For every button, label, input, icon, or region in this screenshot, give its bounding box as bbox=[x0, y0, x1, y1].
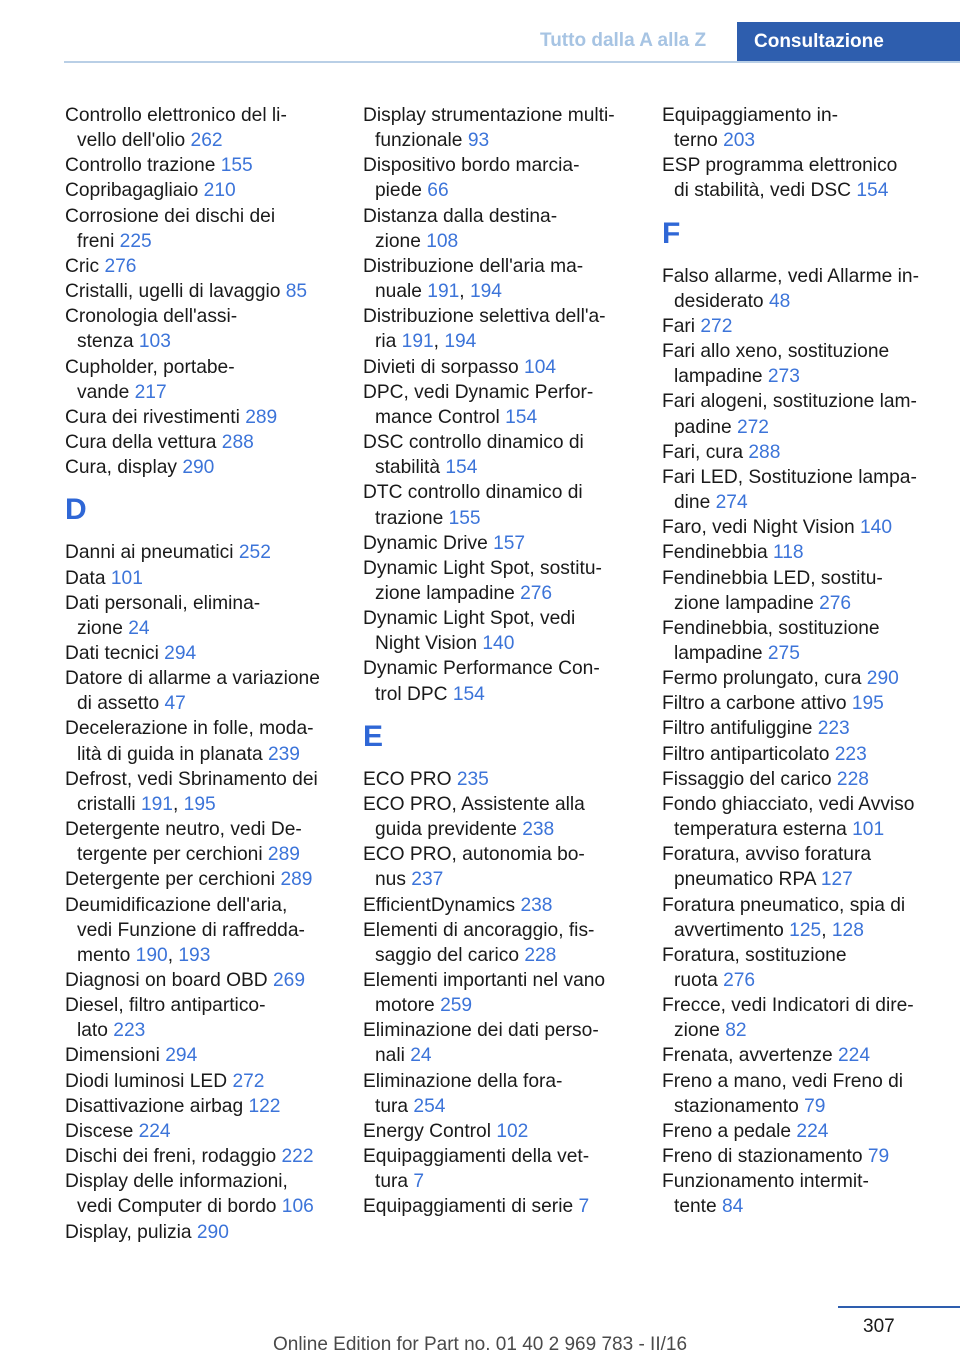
index-term: Eliminazione dei dati perso- nali bbox=[363, 1020, 599, 1067]
index-term: Filtro antifuliggine bbox=[662, 718, 818, 740]
index-entry bbox=[662, 691, 930, 716]
index-entry bbox=[363, 792, 633, 842]
index-term: Eliminazione della fora- tura bbox=[363, 1070, 563, 1117]
index-term: Dispositivo bordo marcia- piede bbox=[363, 155, 580, 202]
page-ref-link[interactable]: 127 bbox=[820, 869, 853, 891]
index-entry bbox=[662, 993, 930, 1043]
index-entry bbox=[662, 893, 930, 943]
page-ref-link[interactable]: 7 bbox=[413, 1171, 425, 1193]
page-ref-link[interactable]: 238 bbox=[522, 819, 555, 841]
index-term: Distanza dalla destina- zione bbox=[363, 205, 558, 252]
index-entry bbox=[65, 716, 335, 766]
index-entry bbox=[662, 842, 930, 892]
index-term: Display, pulizia bbox=[65, 1221, 197, 1243]
index-term: Filtro antiparticolato bbox=[662, 743, 835, 765]
page-ref-link[interactable]: 222 bbox=[281, 1146, 314, 1168]
index-entry bbox=[65, 103, 335, 153]
index-entry bbox=[363, 1119, 633, 1144]
index-entry bbox=[65, 1069, 335, 1094]
page-ref-link[interactable]: 262 bbox=[190, 130, 223, 152]
index-column-3 bbox=[662, 103, 930, 1220]
page-ref-link[interactable]: 252 bbox=[238, 542, 271, 564]
page-ref-link[interactable]: 24 bbox=[128, 617, 150, 639]
page-ref-link[interactable]: 289 bbox=[280, 869, 313, 891]
index-term: Decelerazione in folle, moda- lità di guida in planata bbox=[65, 718, 314, 765]
page-ref-link[interactable]: 155 bbox=[448, 507, 481, 529]
index-term: Diodi luminosi LED bbox=[65, 1070, 233, 1092]
index-entry bbox=[363, 103, 633, 153]
index-column-1 bbox=[65, 103, 335, 1245]
index-entry bbox=[363, 304, 633, 354]
page-ref-link[interactable]: 93 bbox=[467, 130, 490, 152]
index-term: Cristalli, ugelli di lavaggio bbox=[65, 281, 286, 303]
index-term: Cric bbox=[65, 255, 105, 277]
index-term: Dischi dei freni, rodaggio bbox=[65, 1146, 282, 1168]
page-ref-link[interactable]: 294 bbox=[165, 1045, 198, 1067]
index-entry bbox=[65, 304, 335, 354]
page-ref-link[interactable]: 276 bbox=[520, 582, 553, 604]
page-ref-link[interactable]: 288 bbox=[221, 432, 254, 454]
index-entry bbox=[363, 153, 633, 203]
page-ref-link[interactable]: 108 bbox=[426, 230, 459, 252]
page-ref-link[interactable]: 191 bbox=[401, 331, 434, 353]
index-term: Copribagagliaio bbox=[65, 180, 204, 202]
index-entry bbox=[662, 767, 930, 792]
index-entry bbox=[65, 204, 335, 254]
index-entry bbox=[662, 264, 930, 314]
page-ref-link[interactable]: 190 bbox=[135, 944, 168, 966]
index-term: ESP programma elettronico di stabilità, vedi DSC bbox=[662, 155, 898, 202]
index-term: Danni ai pneumatici bbox=[65, 542, 239, 564]
index-term: Freno di stazionamento bbox=[662, 1146, 868, 1168]
page-ref-link[interactable]: 48 bbox=[768, 290, 791, 312]
index-entry bbox=[363, 204, 633, 254]
index-entry bbox=[363, 531, 633, 556]
index-entry bbox=[662, 465, 930, 515]
index-entry bbox=[363, 1194, 633, 1219]
header-rule bbox=[64, 61, 960, 63]
index-term: Fermo prolungato, cura bbox=[662, 668, 867, 690]
index-term: Cupholder, portabe- vande bbox=[65, 356, 235, 403]
page-ref-link[interactable]: 191 bbox=[427, 281, 460, 303]
index-term: Detergente neutro, vedi De- tergente per cerchioni bbox=[65, 819, 302, 866]
index-term: Foratura, sostituzione ruota bbox=[662, 944, 847, 991]
index-entry bbox=[65, 540, 335, 565]
index-term: Divieti di sorpasso bbox=[363, 356, 525, 378]
page-ref-link[interactable]: 288 bbox=[748, 441, 781, 463]
index-term: Fari bbox=[662, 315, 701, 337]
index-entry bbox=[65, 455, 335, 480]
index-entry bbox=[363, 480, 633, 530]
page-ref-link[interactable]: 85 bbox=[285, 281, 308, 303]
index-entry bbox=[65, 153, 335, 178]
index-entry bbox=[363, 1018, 633, 1068]
index-entry bbox=[363, 1144, 633, 1194]
page-ref-link[interactable]: 203 bbox=[723, 130, 756, 152]
index-term: Defrost, vedi Sbrinamento dei cristalli bbox=[65, 768, 318, 815]
index-term: Datore di allarme a variazione di assetto bbox=[65, 668, 320, 715]
index-entry bbox=[662, 314, 930, 339]
index-term: Dati personali, elimina- zione bbox=[65, 592, 261, 639]
page-ref-link[interactable]: 276 bbox=[819, 592, 852, 614]
index-term: Dynamic Light Spot, sostitu- zione lampadine bbox=[363, 557, 602, 604]
page-ref-link[interactable]: 24 bbox=[410, 1045, 432, 1067]
index-term: Foratura, avviso foratura pneumatico RPA bbox=[662, 844, 872, 891]
page-ref-separator: , bbox=[433, 331, 445, 353]
index-entry bbox=[65, 591, 335, 641]
page-ref-link[interactable]: 254 bbox=[413, 1095, 446, 1117]
index-term: Filtro a carbone attivo bbox=[662, 693, 852, 715]
page-ref-link[interactable]: 272 bbox=[232, 1070, 265, 1092]
page-ref-link[interactable]: 237 bbox=[411, 869, 444, 891]
index-term: Elementi di ancoraggio, fis- saggio del carico bbox=[363, 919, 595, 966]
page-ref-link[interactable]: 193 bbox=[178, 944, 211, 966]
index-term: Fendinebbia LED, sostitu- zione lampadine bbox=[662, 567, 883, 614]
edition-footer: Online Edition for Part no. 01 40 2 969 783 - II/16 bbox=[272, 1334, 688, 1355]
page-ref-link[interactable]: 79 bbox=[804, 1095, 826, 1117]
index-entry bbox=[363, 767, 633, 792]
page-ref-separator: , bbox=[459, 281, 470, 303]
index-term: Frecce, vedi Indicatori di dire- zione bbox=[662, 995, 914, 1042]
index-term: Foratura pneumatico, spia di avvertimento bbox=[662, 894, 906, 941]
page-number-rule bbox=[838, 1306, 960, 1308]
index-term: Fendinebbia bbox=[662, 542, 773, 564]
page-ref-link[interactable]: 276 bbox=[723, 970, 756, 991]
page-ref-link[interactable]: 102 bbox=[496, 1120, 529, 1142]
page-ref-link[interactable]: 210 bbox=[203, 180, 236, 202]
page-ref-link[interactable]: 217 bbox=[134, 381, 167, 403]
page-ref-link[interactable]: 223 bbox=[113, 1020, 146, 1042]
page-ref-link[interactable]: 223 bbox=[817, 718, 850, 740]
index-term: Fari, cura bbox=[662, 441, 749, 463]
page-ref-link[interactable]: 276 bbox=[104, 255, 137, 277]
index-term: Cura, display bbox=[65, 457, 183, 479]
index-term: Display strumentazione multi- funzionale bbox=[363, 105, 615, 152]
index-term: Fari LED, Sostituzione lampa- dine bbox=[662, 466, 917, 514]
index-term: Corrosione dei dischi dei freni bbox=[65, 205, 276, 252]
index-entry bbox=[662, 1144, 930, 1169]
page-ref-link[interactable]: 7 bbox=[578, 1196, 590, 1218]
index-entry bbox=[662, 566, 930, 616]
index-column-2 bbox=[363, 103, 633, 1220]
index-term: Freno a pedale bbox=[662, 1120, 797, 1142]
page-ref-link[interactable]: 154 bbox=[856, 180, 889, 202]
index-term: DSC controllo dinamico di stabilità bbox=[363, 432, 584, 479]
index-term: Disattivazione airbag bbox=[65, 1095, 249, 1117]
index-entry bbox=[65, 1144, 335, 1169]
index-term: Dynamic Drive bbox=[363, 532, 494, 554]
index-term: Dynamic Light Spot, vedi Night Vision bbox=[363, 608, 576, 655]
index-term: Cronologia dell'assi- stenza bbox=[65, 306, 238, 353]
index-term: Data bbox=[65, 567, 111, 589]
index-entry bbox=[662, 1069, 930, 1119]
page-ref-link[interactable]: 194 bbox=[469, 281, 502, 303]
page-ref-link[interactable]: 238 bbox=[520, 894, 553, 916]
index-term: Freno a mano, vedi Freno di stazionamento bbox=[662, 1070, 904, 1117]
page-ref-link[interactable]: 125 bbox=[789, 919, 822, 941]
index-term: Cura dei rivestimenti bbox=[65, 406, 246, 428]
index-term: Energy Control bbox=[363, 1120, 497, 1142]
index-term: Dati tecnici bbox=[65, 642, 165, 664]
page-ref-link[interactable]: 275 bbox=[767, 642, 800, 664]
page-ref-link[interactable]: 154 bbox=[452, 683, 485, 705]
index-term: Detergente per cerchioni bbox=[65, 869, 281, 891]
page-number: 307 bbox=[863, 1316, 895, 1337]
page-ref-link[interactable]: 289 bbox=[245, 406, 278, 428]
index-term: Funzionamento intermit- tente bbox=[662, 1171, 869, 1218]
index-entry bbox=[65, 993, 335, 1043]
page-ref-link[interactable]: 157 bbox=[493, 532, 526, 554]
index-entry bbox=[65, 566, 335, 591]
index-entry bbox=[65, 1119, 335, 1144]
index-term: ECO PRO, autonomia bo- nus bbox=[363, 844, 585, 891]
page-ref-link[interactable]: 128 bbox=[831, 919, 864, 941]
page-ref-link[interactable]: 273 bbox=[767, 366, 800, 388]
index-term: Fari alogeni, sostituzione lam- padine bbox=[662, 391, 917, 438]
index-term: DTC controllo dinamico di trazione bbox=[363, 482, 583, 529]
chapter-tab: Consultazione bbox=[737, 22, 960, 63]
index-entry bbox=[65, 405, 335, 430]
page-ref-link[interactable]: 274 bbox=[715, 492, 748, 514]
page-ref-link[interactable]: 272 bbox=[736, 416, 769, 438]
page-ref-link[interactable]: 154 bbox=[445, 457, 478, 479]
page-ref-link[interactable]: 79 bbox=[867, 1146, 890, 1168]
index-entry bbox=[662, 943, 930, 993]
index-entry bbox=[65, 968, 335, 993]
index-term: Deumidificazione dell'aria, vedi Funzione di raffredda- mento bbox=[65, 894, 305, 966]
page-ref-link[interactable]: 47 bbox=[164, 693, 186, 715]
index-term: ECO PRO, Assistente alla guida previdente bbox=[363, 793, 585, 841]
index-entry bbox=[662, 1119, 930, 1144]
index-letter-heading: E bbox=[363, 719, 384, 753]
page-ref-link[interactable]: 224 bbox=[138, 1120, 171, 1142]
index-entry bbox=[662, 103, 930, 153]
index-entry bbox=[65, 178, 335, 203]
page-ref-link[interactable]: 224 bbox=[796, 1120, 829, 1142]
index-term: Frenata, avvertenze bbox=[662, 1045, 838, 1067]
page-ref-link[interactable]: 66 bbox=[427, 180, 449, 202]
index-term: Dynamic Performance Con- trol DPC bbox=[363, 658, 600, 705]
page-ref-link[interactable]: 223 bbox=[834, 743, 867, 765]
page-ref-link[interactable]: 118 bbox=[772, 542, 804, 564]
index-letter-heading: F bbox=[662, 216, 681, 250]
index-entry bbox=[363, 1069, 633, 1119]
page-ref-separator: , bbox=[167, 944, 179, 966]
index-entry bbox=[65, 817, 335, 867]
page-ref-link[interactable]: 191 bbox=[140, 793, 173, 815]
index-term: Faro, vedi Night Vision bbox=[662, 517, 861, 539]
index-entry bbox=[363, 968, 633, 1018]
page-ref-link[interactable]: 235 bbox=[456, 768, 489, 790]
page-ref-separator: , bbox=[821, 919, 832, 941]
index-term: Fendinebbia, sostituzione lampadine bbox=[662, 617, 880, 664]
page-ref-link[interactable]: 294 bbox=[164, 642, 197, 664]
page-ref-link[interactable]: 239 bbox=[267, 743, 300, 765]
page-ref-link[interactable]: 103 bbox=[138, 331, 171, 353]
index-term: Falso allarme, vedi Allarme in- desiderato bbox=[662, 265, 919, 312]
index-term: Fondo ghiacciato, vedi Avviso temperatura esterna bbox=[662, 793, 915, 841]
index-entry bbox=[662, 716, 930, 741]
page-ref-link[interactable]: 269 bbox=[272, 970, 305, 991]
index-entry bbox=[363, 893, 633, 918]
index-term: Discese bbox=[65, 1120, 139, 1142]
index-entry bbox=[363, 430, 633, 480]
index-term: Dimensioni bbox=[65, 1045, 166, 1067]
page-ref-link[interactable]: 272 bbox=[700, 315, 733, 337]
page-ref-link[interactable]: 106 bbox=[281, 1196, 314, 1218]
index-entry bbox=[65, 767, 335, 817]
page-ref-link[interactable]: 122 bbox=[248, 1095, 281, 1117]
index-term: ECO PRO bbox=[363, 768, 457, 790]
page-ref-link[interactable]: 140 bbox=[860, 517, 893, 539]
index-entry bbox=[65, 893, 335, 968]
page-ref-link[interactable]: 140 bbox=[482, 633, 515, 655]
index-term: Fissaggio del carico bbox=[662, 768, 837, 790]
index-term: Controllo elettronico del li- vello dell'olio bbox=[65, 105, 287, 152]
index-entry bbox=[662, 616, 930, 666]
index-entry bbox=[65, 1169, 335, 1219]
page-ref-link[interactable]: 194 bbox=[444, 331, 477, 353]
index-entry bbox=[662, 742, 930, 767]
page-ref-link[interactable]: 290 bbox=[196, 1221, 229, 1243]
index-term: Cura della vettura bbox=[65, 432, 222, 454]
index-entry bbox=[65, 641, 335, 666]
index-entry bbox=[662, 440, 930, 465]
page-ref-link[interactable]: 195 bbox=[183, 793, 216, 815]
index-term: Equipaggiamento in- terno bbox=[662, 105, 839, 152]
index-entry bbox=[65, 867, 335, 892]
page-ref-link[interactable]: 290 bbox=[182, 457, 215, 479]
index-entry bbox=[65, 254, 335, 279]
index-term: Diesel, filtro antipartico- lato bbox=[65, 995, 266, 1042]
index-entry bbox=[363, 556, 633, 606]
page-ref-link[interactable]: 84 bbox=[722, 1196, 744, 1218]
index-entry bbox=[65, 279, 335, 304]
index-term: Distribuzione dell'aria ma- nuale bbox=[363, 255, 584, 303]
index-entry bbox=[662, 153, 930, 203]
index-entry bbox=[65, 1043, 335, 1068]
index-entry bbox=[65, 1094, 335, 1119]
page-ref-link[interactable]: 228 bbox=[524, 944, 557, 966]
index-term: Diagnosi on board OBD bbox=[65, 970, 273, 991]
page-ref-link[interactable]: 224 bbox=[837, 1045, 870, 1067]
page-ref-link[interactable]: 82 bbox=[725, 1020, 747, 1042]
page-ref-link[interactable]: 289 bbox=[267, 844, 300, 866]
page-ref-link[interactable]: 101 bbox=[852, 819, 885, 841]
section-tab: Tutto dalla A alla Z bbox=[540, 30, 707, 51]
index-term: Controllo trazione bbox=[65, 155, 221, 177]
page-ref-link[interactable]: 259 bbox=[440, 995, 473, 1017]
index-term: Fari allo xeno, sostituzione lampadine bbox=[662, 341, 890, 388]
index-term: Equipaggiamenti di serie bbox=[363, 1196, 579, 1218]
page-ref-link[interactable]: 228 bbox=[836, 768, 869, 790]
index-entry bbox=[363, 842, 633, 892]
page-ref-link[interactable]: 195 bbox=[851, 693, 884, 715]
index-term: Elementi importanti nel vano motore bbox=[363, 970, 606, 1017]
page-ref-link[interactable]: 104 bbox=[524, 356, 557, 378]
index-entry bbox=[662, 515, 930, 540]
index-entry bbox=[363, 918, 633, 968]
index-entry bbox=[662, 792, 930, 842]
page-ref-link[interactable]: 154 bbox=[505, 406, 538, 428]
index-entry bbox=[65, 1220, 335, 1245]
index-term: Distribuzione selettiva dell'a- ria bbox=[363, 306, 606, 353]
index-letter-heading: D bbox=[65, 493, 87, 527]
index-entry bbox=[662, 540, 930, 565]
index-term: Equipaggiamenti della vet- tura bbox=[363, 1146, 590, 1193]
page-ref-link[interactable]: 101 bbox=[110, 567, 143, 589]
index-entry bbox=[65, 430, 335, 455]
page-ref-link[interactable]: 155 bbox=[220, 155, 253, 177]
index-entry bbox=[662, 666, 930, 691]
index-term: EfficientDynamics bbox=[363, 894, 521, 916]
index-entry bbox=[363, 380, 633, 430]
index-entry bbox=[363, 254, 633, 304]
index-entry bbox=[662, 389, 930, 439]
index-term: Display delle informazioni, vedi Computer di bordo bbox=[65, 1171, 288, 1218]
index-entry bbox=[662, 1169, 930, 1219]
index-entry bbox=[363, 355, 633, 380]
page-ref-link[interactable]: 290 bbox=[866, 668, 899, 690]
page-ref-separator: , bbox=[172, 793, 184, 815]
page-ref-link[interactable]: 225 bbox=[119, 230, 152, 252]
index-entry bbox=[662, 339, 930, 389]
index-entry bbox=[363, 606, 633, 656]
index-entry bbox=[65, 666, 335, 716]
index-entry bbox=[363, 656, 633, 706]
index-entry bbox=[662, 1043, 930, 1068]
index-entry bbox=[65, 355, 335, 405]
index-term: DPC, vedi Dynamic Perfor- mance Control bbox=[363, 381, 594, 428]
